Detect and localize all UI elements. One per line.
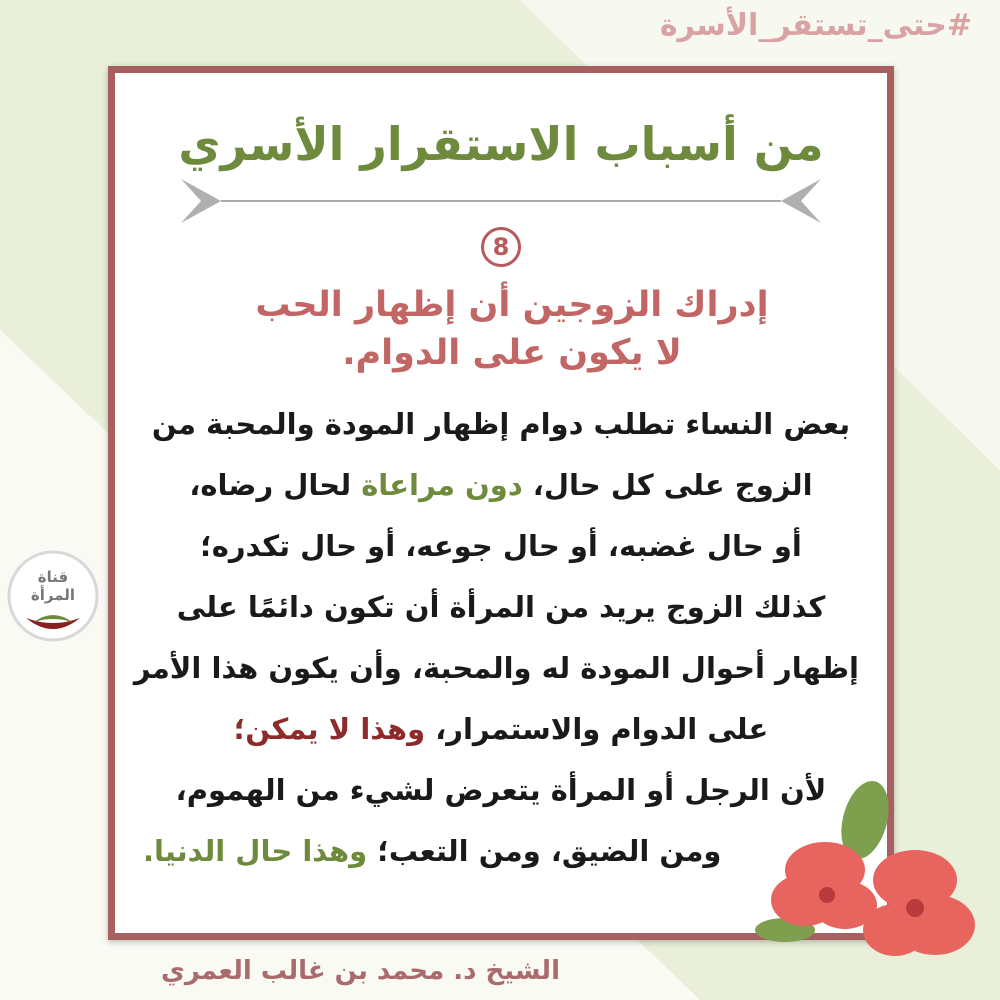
body-line-2	[143, 468, 859, 502]
subtitle-line-1: إدراك الزوجين أن إظهار الحب	[255, 285, 769, 325]
item-number-badge: 8	[481, 227, 521, 267]
body-line-2-part-a: الزوج على كل حال،	[522, 468, 813, 502]
body-line-8-part-a: ومن الضيق، ومن التعب؛	[367, 834, 722, 868]
logo-text: قناة المرأة	[30, 568, 76, 604]
body-line-6-part-a: على الدوام والاستمرار،	[425, 712, 769, 746]
highlight-green-phrase: دون مراعاة	[361, 468, 523, 502]
body-line-3: أو حال غضبه، أو حال جوعه، أو حال تكدره؛	[200, 529, 802, 563]
body-line-4: كذلك الزوج يريد من المرأة أن تكون دائمًا على	[176, 590, 826, 624]
body-line-8	[143, 834, 721, 868]
highlight-green-ending: وهذا حال الدنيا.	[143, 834, 368, 868]
body-line-5: إظهار أحوال المودة له والمحبة، وأن يكون هذا الأمر	[133, 651, 859, 685]
body-line-2-part-c: لحال رضاه،	[189, 468, 362, 502]
hashtag: #حتى_تستقر_الأسرة	[659, 8, 972, 43]
author-name: الشيخ د. محمد بن غالب العمري	[160, 956, 560, 986]
subtitle	[232, 281, 792, 377]
body-line-7: لأن الرجل أو المرأة يتعرض لشيء من الهموم،	[175, 773, 827, 807]
body-line-6	[143, 712, 859, 746]
flower-decoration	[745, 780, 985, 1000]
subtitle-line-2: لا يكون على الدوام.	[342, 333, 682, 373]
body-line-1: بعض النساء تطلب دوام إظهار المودة والمحبة من	[151, 407, 851, 441]
highlight-red-phrase: وهذا لا يمكن؛	[233, 712, 426, 746]
ornament-divider	[181, 171, 821, 231]
page-title: من أسباب الاستقرار الأسري	[178, 117, 824, 171]
